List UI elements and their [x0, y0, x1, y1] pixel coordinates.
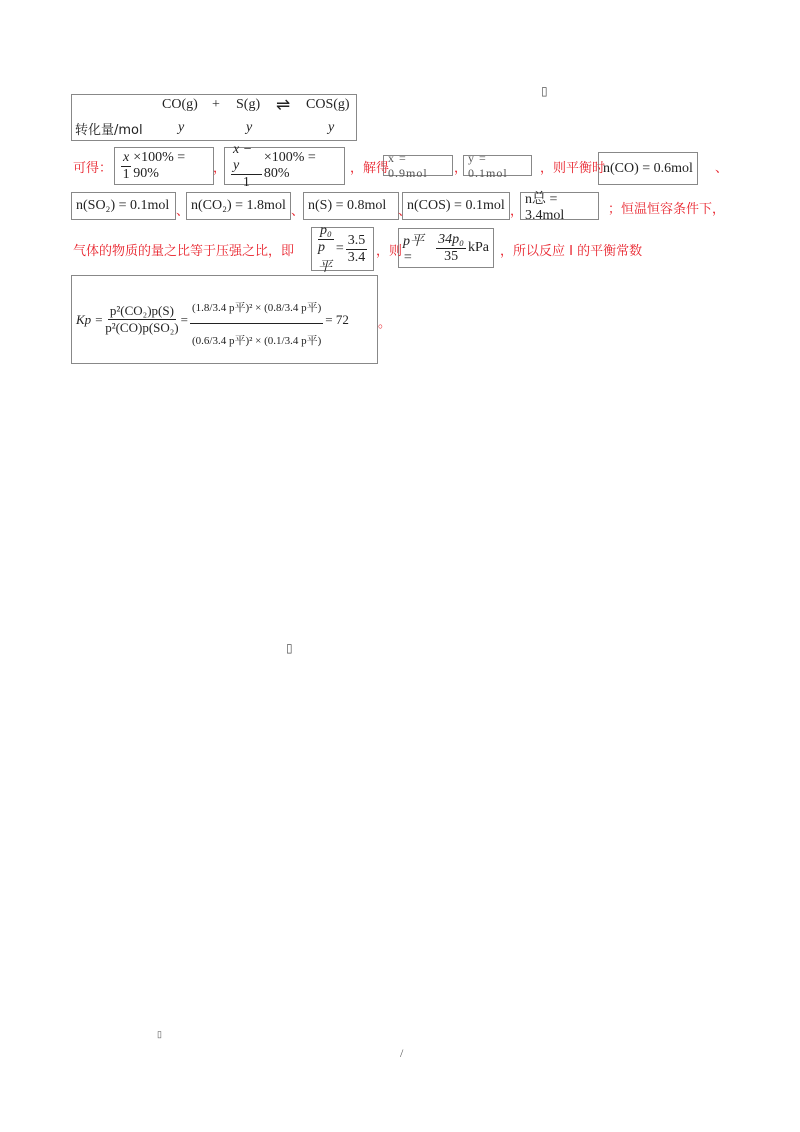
text: 、 — [291, 204, 305, 219]
lhs: Kp = — [76, 311, 104, 327]
value: y — [328, 120, 335, 135]
value: y — [178, 120, 185, 135]
den: 1 — [122, 166, 130, 182]
den: 3.4 — [347, 249, 366, 265]
placeholder-glyph: ▯ — [286, 641, 294, 655]
row-label: 转化量/mol — [75, 123, 143, 138]
formula-box — [224, 141, 345, 190]
formula-box: n(S) = 0.8mol — [303, 192, 399, 220]
eq: = — [335, 241, 344, 256]
placeholder-glyph: ▯ — [541, 84, 549, 98]
text: 气体的物质的量之比等于压强之比，即 — [73, 244, 295, 259]
num: p²(CO₂)p(S) — [109, 303, 174, 318]
formula-box — [398, 228, 494, 268]
text: 可得： — [73, 161, 113, 176]
num: (1.8/3.4 p平)² × (0.8/3.4 p平) — [190, 291, 323, 324]
den: (0.6/3.4 p平)² × (0.1/3.4 p平) — [191, 335, 322, 347]
formula-box — [311, 222, 374, 275]
formula-box: x = 0.9mol — [383, 155, 453, 176]
formula-box: n(CO₂) = 1.8mol — [186, 192, 291, 220]
species-s: S(g) — [236, 97, 261, 112]
text: 、 — [398, 204, 412, 219]
text: 、 — [176, 204, 190, 219]
num: 3.5 — [347, 232, 366, 248]
value: y — [246, 120, 253, 135]
plus: + — [212, 97, 220, 112]
text: ， — [454, 161, 468, 176]
text: ，所以反应 I 的平衡常数 — [500, 244, 643, 259]
species-cos: COS(g) — [306, 97, 350, 112]
text: ，则平衡时 — [540, 161, 606, 176]
formula-box: y = 0.1mol — [463, 155, 532, 176]
text: ，解得 — [350, 161, 390, 176]
reaction-table — [71, 94, 357, 141]
den: p²(CO)p(SO₂) — [105, 320, 179, 335]
text: ， — [510, 204, 524, 219]
text: ；恒温恒容条件下， — [608, 202, 726, 217]
text: 。 — [378, 316, 392, 331]
formula-box: n总 = 3.4mol — [520, 192, 599, 220]
text: 、 — [715, 161, 729, 176]
num: x — [123, 149, 130, 165]
result: = 72 — [325, 311, 349, 327]
num: 34p₀ — [438, 231, 464, 247]
formula-box — [114, 147, 214, 185]
formula-box: n(SO₂) = 0.1mol — [71, 192, 176, 220]
equilibrium-arrow: ⇌ — [276, 95, 291, 114]
text: ，则 — [376, 244, 403, 259]
expr: ×100% = 80% — [263, 150, 316, 181]
kp-formula-box: Kp = $\frac{\text{p²(CO₂)p(S)}}{\text{p²(CO)p(SO₂)}}$ = (1.8/3.4 p平)² × (0.8/3.4 p平) (0.6/3.4 p平)² × (0.1/3.4 p平) = 72 — [71, 275, 378, 364]
page-mark: / — [400, 1046, 405, 1060]
den: 1 — [242, 174, 250, 190]
placeholder-glyph: ▯ — [157, 1029, 163, 1039]
expr: ×100% = 90% — [133, 150, 186, 181]
den: p平 — [318, 239, 332, 275]
num: x − y — [231, 142, 262, 175]
formula-box: n(CO) = 0.6mol — [598, 152, 698, 185]
formula-box: n(COS) = 0.1mol — [402, 192, 510, 220]
num: p₀ — [320, 222, 332, 238]
unit: kPa — [468, 240, 489, 255]
lhs: p平 = — [403, 234, 424, 265]
den: 35 — [444, 248, 459, 264]
species-co: CO(g) — [162, 97, 198, 112]
text: ， — [213, 161, 227, 176]
